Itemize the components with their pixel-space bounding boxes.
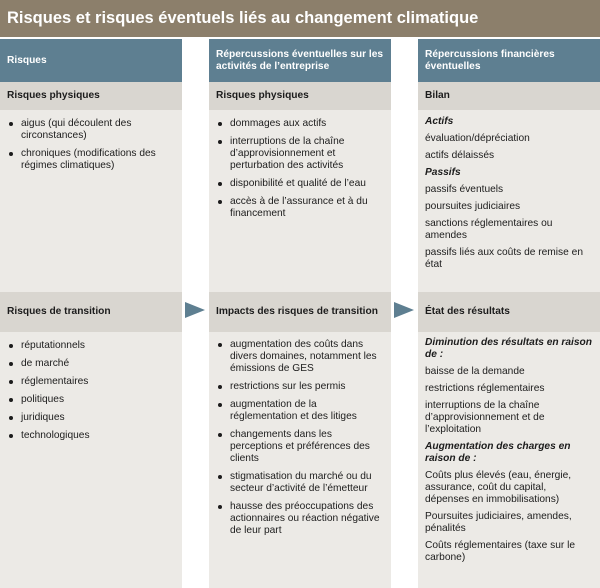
risks-column xyxy=(0,39,182,588)
list-item: réglementaires xyxy=(0,376,174,388)
list-item: passifs éventuels xyxy=(425,184,504,195)
list-item: actifs délaissés xyxy=(425,150,495,161)
list-item: évaluation/dépréciation xyxy=(425,133,530,144)
results-content xyxy=(425,337,592,569)
list-item: Coûts plus élevés (eau, énergie, assurance, coût du capital, dépenses en immobilisations) xyxy=(425,470,572,505)
list-item: disponibilité et qualité de l’eau xyxy=(209,178,383,190)
list-item: poursuites judiciaires xyxy=(425,201,521,212)
page-title: Risques et risques éventuels liés au changement climatique xyxy=(0,0,600,37)
list-item: restrictions réglementaires xyxy=(425,383,545,394)
physical-impacts-list xyxy=(209,118,391,226)
column-header-risks: Risques xyxy=(0,39,182,82)
liabilities-label: Passifs xyxy=(425,167,461,178)
physical-risks-heading: Risques physiques xyxy=(0,82,182,110)
list-item: Poursuites judiciaires, amendes, pénalités xyxy=(425,511,572,534)
list-item: juridiques xyxy=(0,412,174,424)
transition-risks-list xyxy=(0,340,182,448)
list-item: interruptions de la chaîne d’approvisionnement et de l’exploitation xyxy=(425,400,545,435)
list-item: baisse de la demande xyxy=(425,366,525,377)
results-heading: État des résultats xyxy=(418,292,600,332)
column-header-financial: Répercussions financières éventuelles xyxy=(418,39,600,82)
physical-risks-list xyxy=(0,118,182,178)
list-item: passifs liés aux coûts de remise en état xyxy=(425,247,583,270)
list-item: accès à de l’assurance et à du financement xyxy=(209,196,383,220)
list-item: aigus (qui découlent des circonstances) xyxy=(0,118,174,142)
list-item: restrictions sur les permis xyxy=(209,381,383,393)
list-item: augmentation de la réglementation et des litiges xyxy=(209,399,383,423)
transition-risks-heading: Risques de transition xyxy=(0,292,182,332)
list-item: stigmatisation du marché ou du secteur d’activité de l’émetteur xyxy=(209,471,383,495)
assets-label: Actifs xyxy=(425,116,454,127)
increase-label: Augmentation des charges en raison de : xyxy=(425,441,571,464)
transition-impacts-list xyxy=(209,339,391,543)
bilan-heading: Bilan xyxy=(418,82,600,110)
arrow-right-icon xyxy=(185,302,205,318)
physical-impacts-heading: Risques physiques xyxy=(209,82,391,110)
list-item: sanctions réglementaires ou amendes xyxy=(425,218,553,241)
bilan-content xyxy=(425,116,592,276)
arrow-right-icon xyxy=(394,302,414,318)
list-item: technologiques xyxy=(0,430,174,442)
transition-impacts-heading: Impacts des risques de transition xyxy=(209,292,391,332)
impacts-column xyxy=(209,39,391,588)
list-item: dommages aux actifs xyxy=(209,118,383,130)
column-header-impacts: Répercussions éventuelles sur les activités de l’entreprise xyxy=(209,39,391,82)
list-item: chroniques (modifications des régimes climatiques) xyxy=(0,148,174,172)
financial-column xyxy=(418,39,600,588)
list-item: politiques xyxy=(0,394,174,406)
list-item: augmentation des coûts dans divers domaines, notamment les émissions de GES xyxy=(209,339,383,375)
list-item: hausse des préoccupations des actionnaires ou réaction négative de leur part xyxy=(209,501,383,537)
list-item: interruptions de la chaîne d’approvisionnement et perturbation des activités xyxy=(209,136,383,172)
list-item: changements dans les perceptions et préférences des clients xyxy=(209,429,383,465)
list-item: réputationnels xyxy=(0,340,174,352)
list-item: de marché xyxy=(0,358,174,370)
decrease-label: Diminution des résultats en raison de : xyxy=(425,337,592,360)
list-item: Coûts réglementaires (taxe sur le carbone) xyxy=(425,540,576,563)
